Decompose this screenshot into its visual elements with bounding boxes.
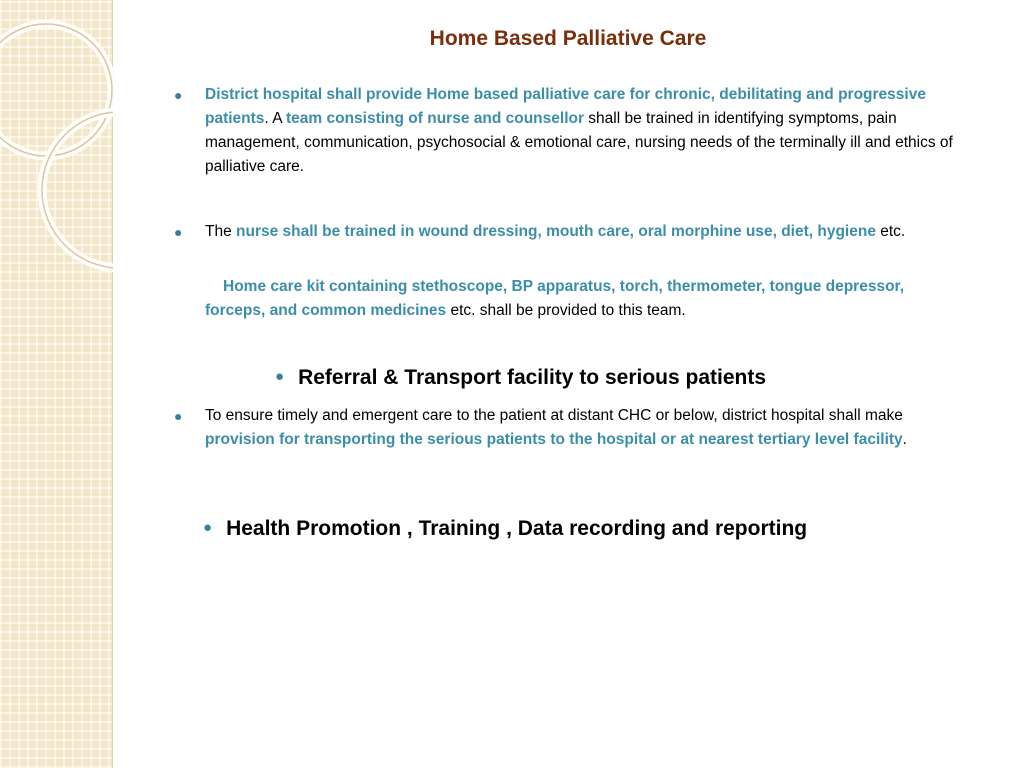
decorative-sidebar — [0, 0, 113, 768]
slide-title: Home Based Palliative Care — [429, 27, 707, 50]
heading-referral-transport — [275, 366, 766, 390]
decorative-circles — [0, 0, 113, 768]
bullet-transport-provision — [174, 404, 965, 452]
body-text: shall be trained in identifying symptoms, pain management, communication, psychosocial & emotional care, nursing needs of the terminally ill and ethics of palliative care. — [205, 110, 953, 175]
body-text: The — [205, 223, 237, 240]
highlight-text: Home care kit containing stethoscope, BP apparatus, torch, thermometer, tongue depressor, forceps, and common medicines — [205, 278, 905, 319]
bullet-icon: ● — [174, 408, 183, 424]
body-text: . A — [264, 110, 286, 127]
body-text: etc. — [875, 223, 906, 240]
body-text: . — [902, 431, 907, 448]
highlight-text: nurse shall be trained in wound dressing, mouth care, oral morphine use, diet, hygiene — [236, 223, 876, 240]
heading-health-promotion — [203, 517, 807, 541]
body-text: To ensure timely and emergent care to the patient at distant CHC or below, district hospital shall make — [205, 407, 903, 424]
bullet-nurse-training — [174, 220, 965, 244]
bullet-icon: ● — [203, 519, 213, 536]
body-text: etc. shall be provided to this team. — [446, 302, 686, 319]
bullet-home-palliative-care — [174, 83, 965, 179]
bullet-icon: ● — [174, 87, 183, 103]
highlight-text: District hospital shall provide Home based palliative care for chronic, debilitating and progressive patients — [205, 86, 926, 127]
highlight-text: team consisting of nurse and counsellor — [286, 110, 584, 127]
home-care-kit-paragraph — [205, 275, 965, 323]
heading-text: Referral & Transport facility to serious patients — [298, 366, 767, 389]
bullet-icon: ● — [275, 368, 285, 385]
heading-text: Health Promotion , Training , Data recording and reporting — [226, 517, 808, 540]
bullet-icon: ● — [174, 224, 183, 240]
highlight-text: provision for transporting the serious patients to the hospital or at nearest tertiary level facility — [205, 431, 903, 448]
